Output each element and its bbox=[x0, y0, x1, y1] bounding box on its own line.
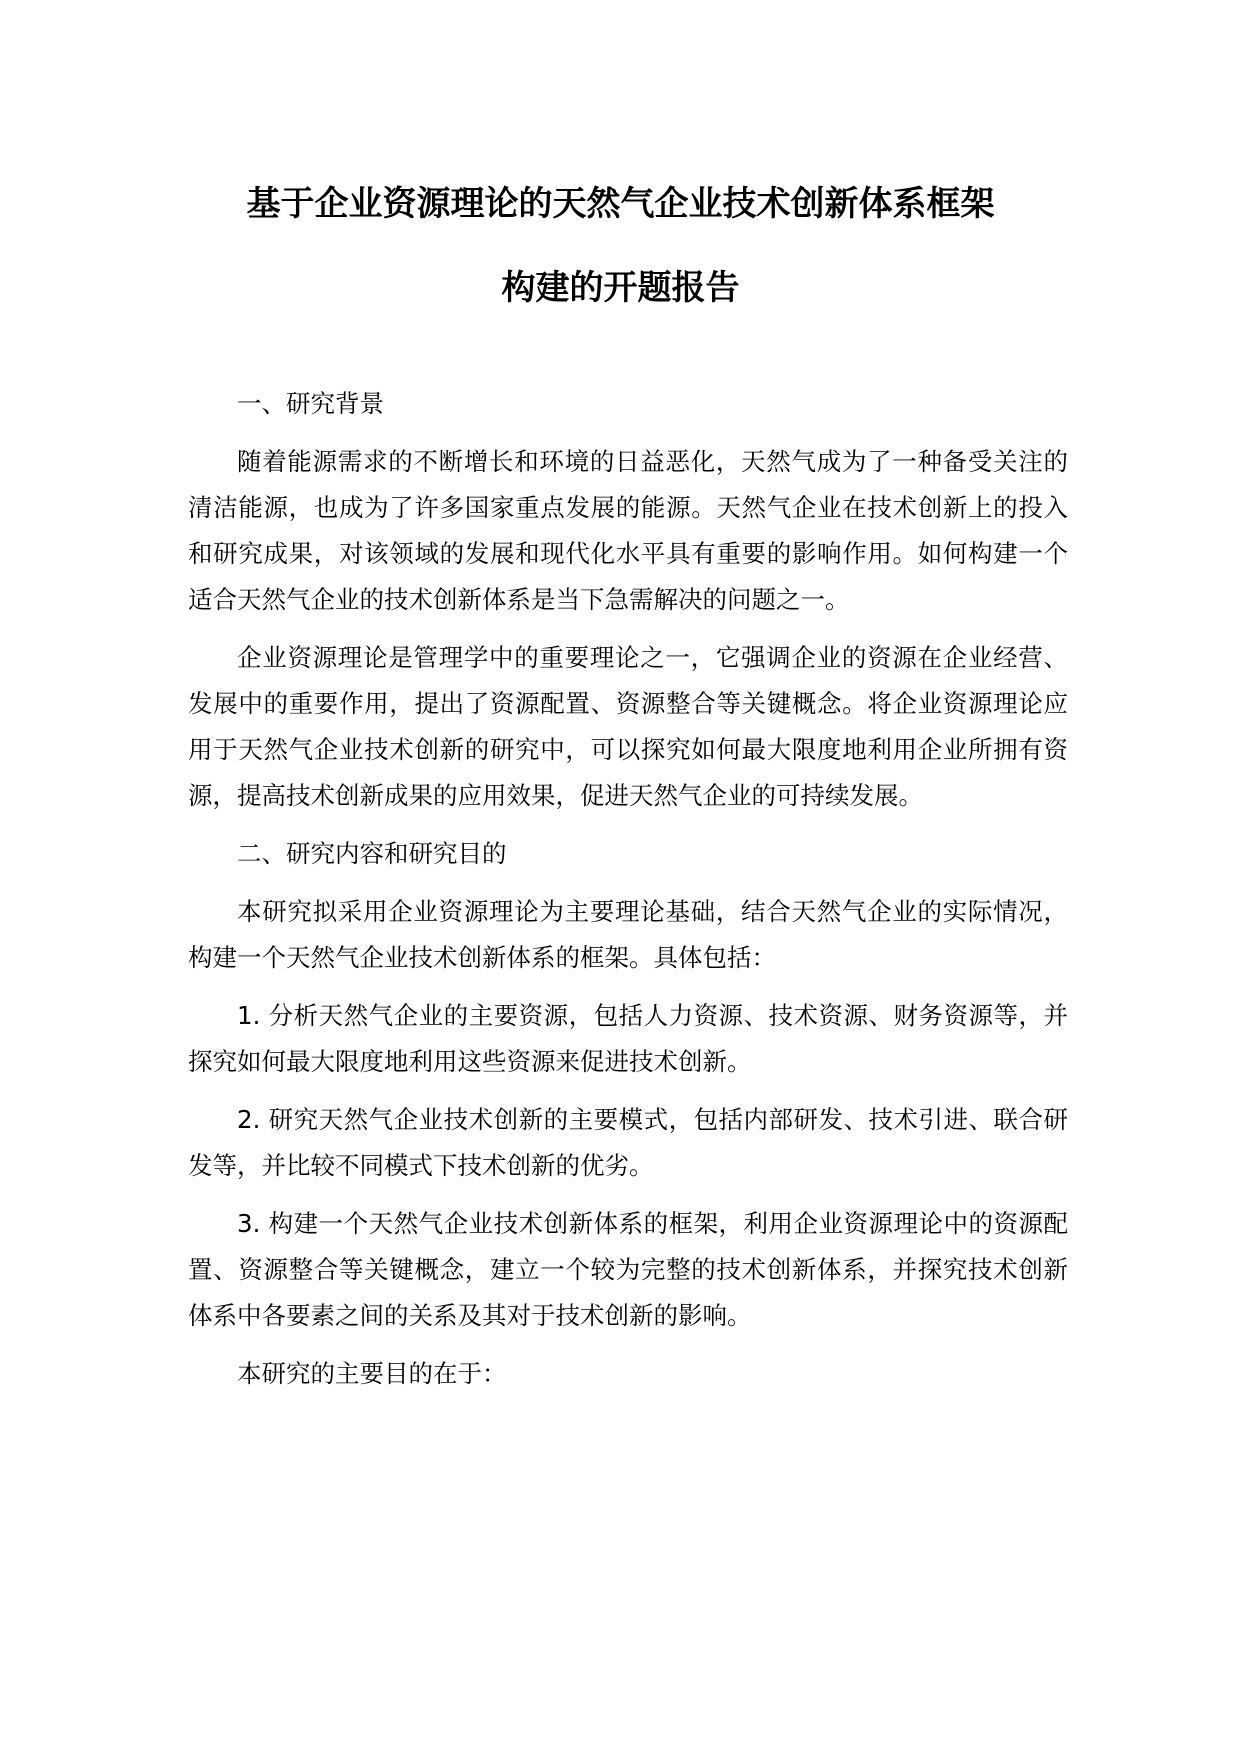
list-item-3: 3. 构建一个天然气企业技术创新体系的框架，利用企业资源理论中的资源配置、资源整合等关键概念，建立一个较为完整的技术创新体系，并探究技术创新体系中各要素之间的关系及其对于技术创新的影响。 bbox=[188, 1209, 1068, 1330]
paragraph-background-1: 随着能源需求的不断增长和环境的日益恶化，天然气成为了一种备受关注的清洁能源，也成为了许多国家重点发展的能源。天然气企业在技术创新上的投入和研究成果，对该领域的发展和现代化水平具有重要的影响作用。如何构建一个适合天然气企业的技术创新体系是当下急需解决的问题之一。 bbox=[188, 447, 1068, 614]
paragraph-goals-lead: 本研究的主要目的在于： bbox=[237, 1359, 507, 1388]
document-body bbox=[188, 381, 1068, 1397]
paragraph-content-intro: 本研究拟采用企业资源理论为主要理论基础，结合天然气企业的实际情况，构建一个天然气企业技术创新体系的框架。具体包括： bbox=[188, 897, 1068, 972]
list-item-1: 1. 分析天然气企业的主要资源，包括人力资源、技术资源、财务资源等，并探究如何最大限度地利用这些资源来促进技术创新。 bbox=[188, 1001, 1068, 1076]
document-title-line-2: 构建的开题报告 bbox=[501, 268, 740, 308]
list-item-2: 2. 研究天然气企业技术创新的主要模式，包括内部研发、技术引进、联合研发等，并比较不同模式下技术创新的优劣。 bbox=[188, 1105, 1068, 1180]
document-title-line-1: 基于企业资源理论的天然气企业技术创新体系框架 bbox=[246, 184, 995, 224]
paragraph-background-2: 企业资源理论是管理学中的重要理论之一，它强调企业的资源在企业经营、发展中的重要作用，提出了资源配置、资源整合等关键概念。将企业资源理论应用于天然气企业技术创新的研究中，可以探究如何最大限度地利用企业所拥有资源，提高技术创新成果的应用效果，促进天然气企业的可持续发展。 bbox=[188, 643, 1068, 810]
section-heading-background: 一、研究背景 bbox=[237, 389, 384, 418]
section-heading-content-goals: 二、研究内容和研究目的 bbox=[237, 839, 507, 868]
